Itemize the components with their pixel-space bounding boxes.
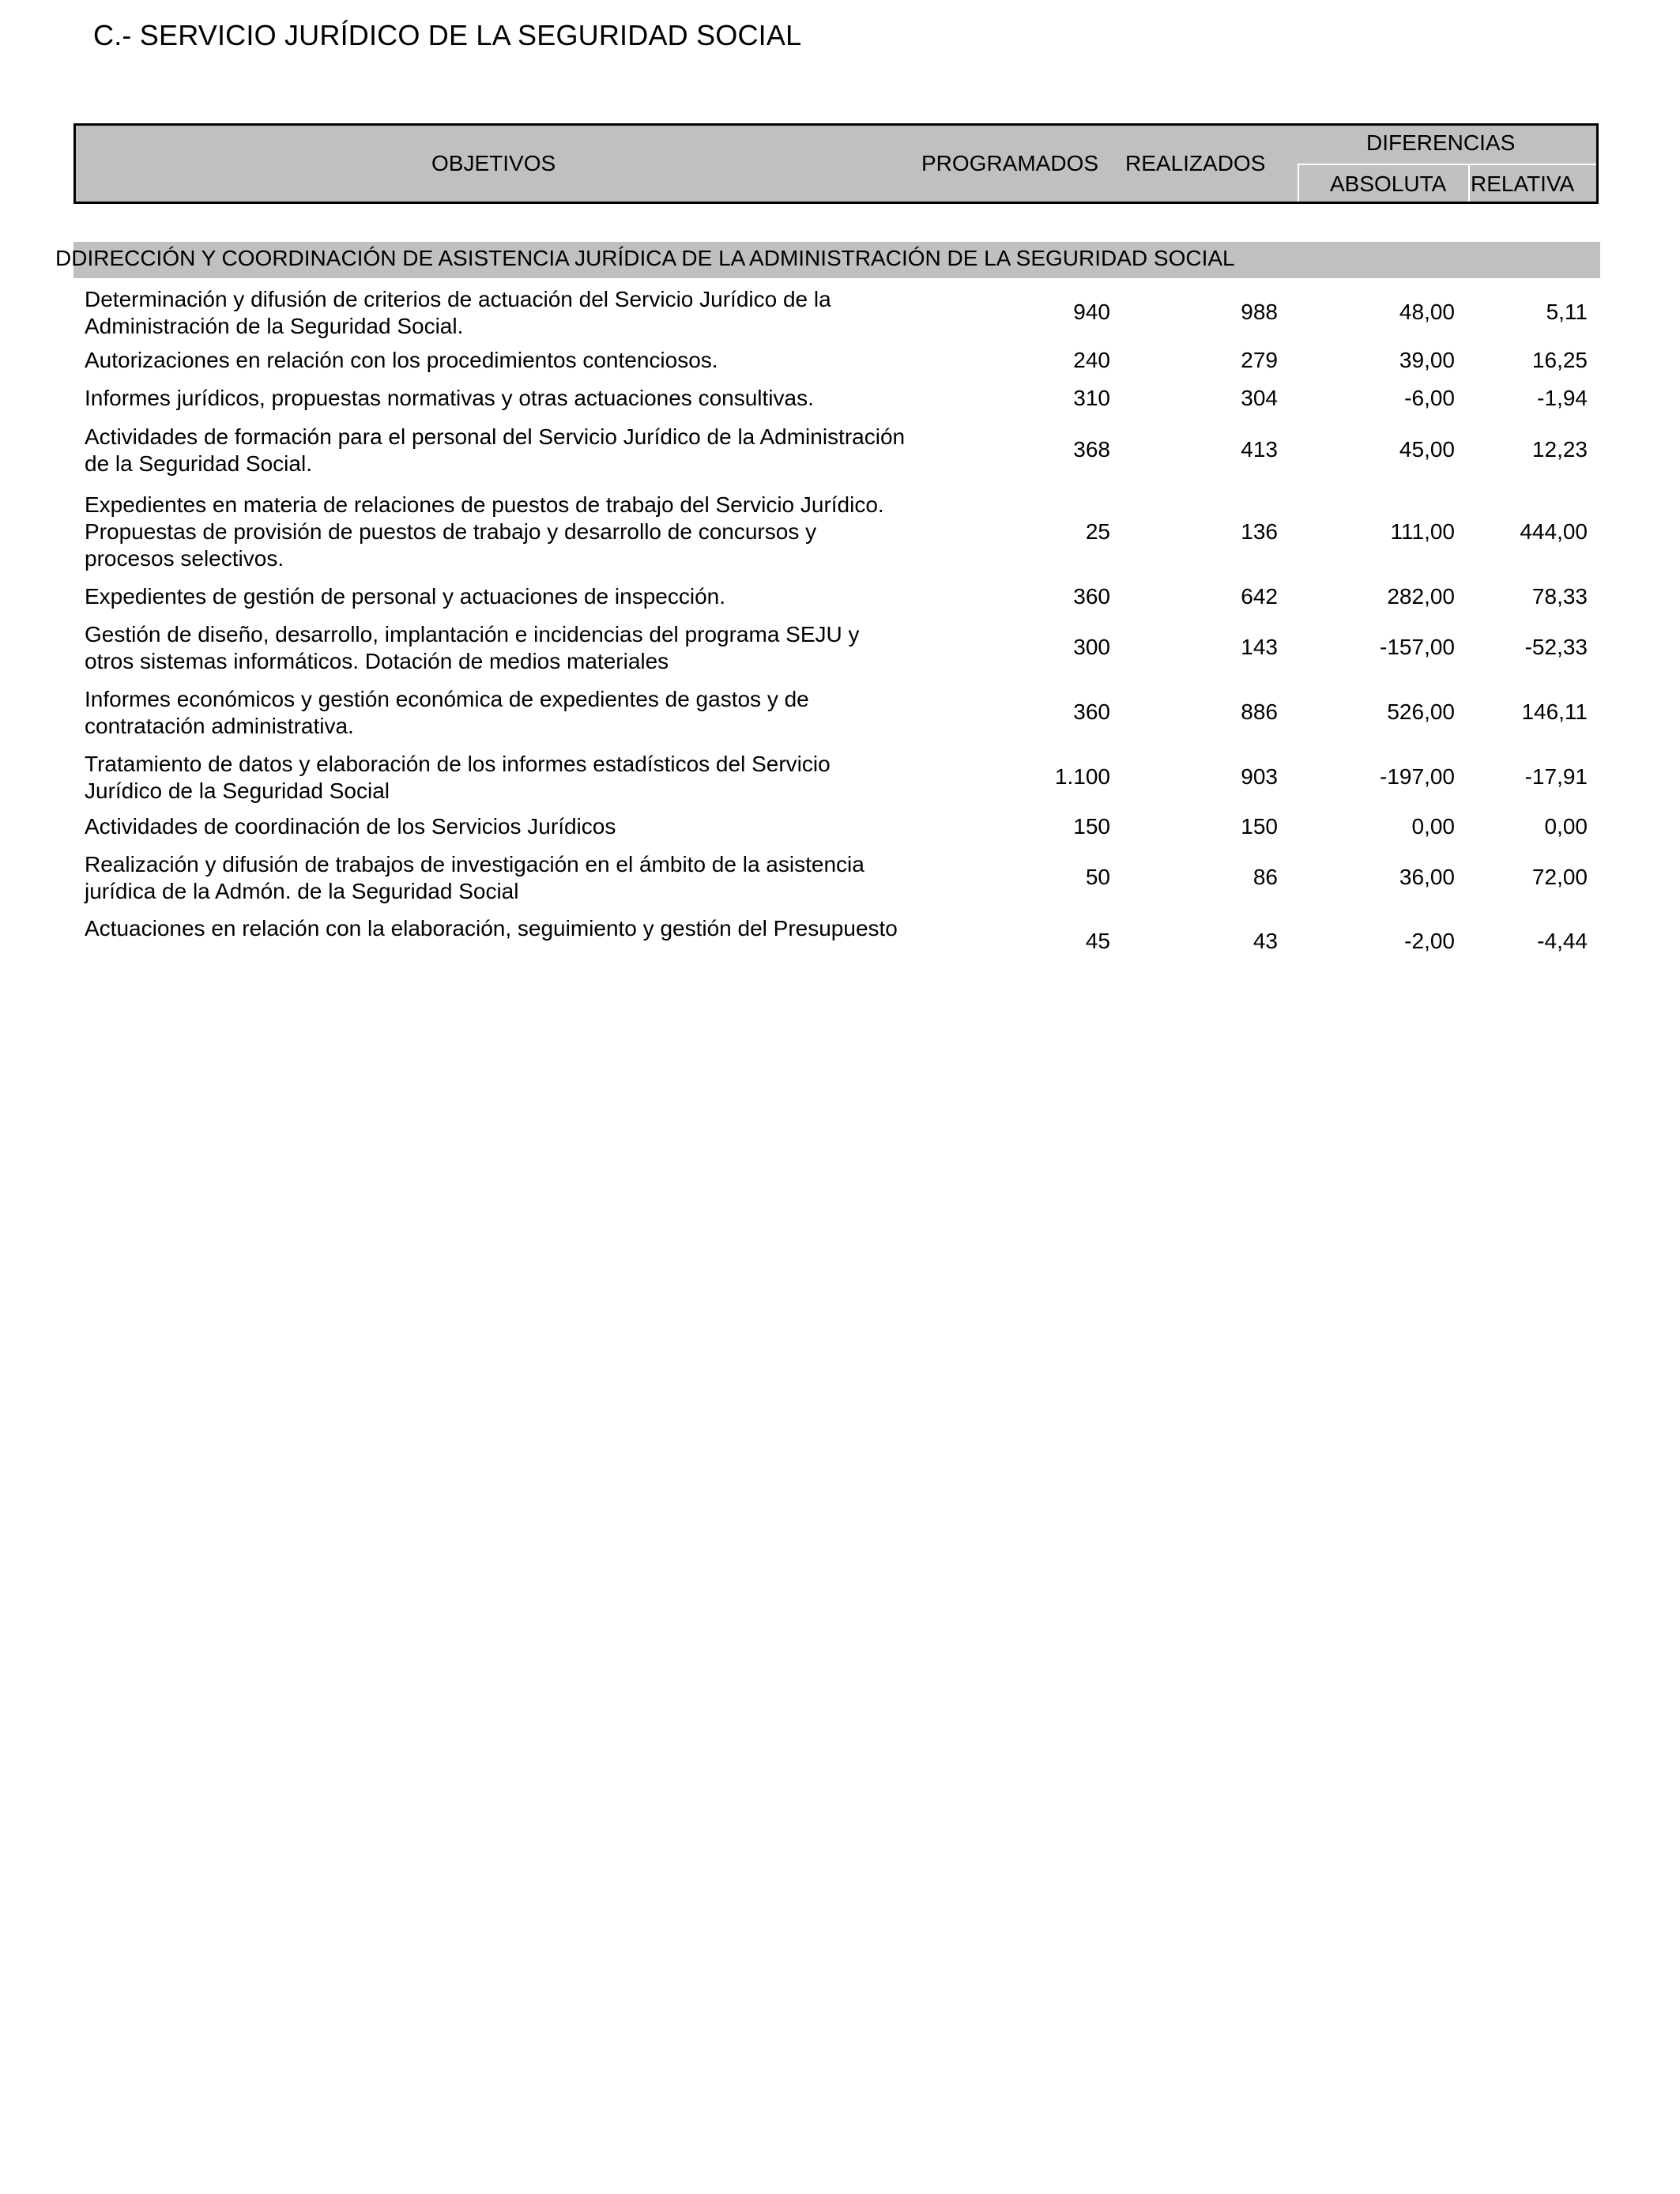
row-realizados: 86 (1252, 865, 1278, 889)
section-title: DDIRECCIÓN Y COORDINACIÓN DE ASISTENCIA JURÍDICA DE LA ADMINISTRACIÓN DE LA SEGURIDAD SOCIAL (55, 246, 1235, 270)
header-objetivos: OBJETIVOS (431, 151, 556, 175)
row-relativa: 12,23 (1531, 437, 1588, 462)
row-programados: 300 (1073, 635, 1110, 659)
header-divider (1468, 164, 1470, 202)
row-programados: 150 (1073, 814, 1110, 839)
row-relativa: 78,33 (1531, 584, 1588, 609)
row-realizados: 886 (1241, 699, 1278, 724)
row-programados: 1.100 (1054, 764, 1110, 789)
row-relativa: 5,11 (1546, 300, 1588, 324)
row-relativa: -17,91 (1524, 764, 1588, 789)
row-relativa: 146,11 (1521, 699, 1588, 724)
row-absoluta: -197,00 (1380, 764, 1455, 789)
row-objetivo: Expedientes de gestión de personal y actuaciones de inspección. (85, 584, 725, 609)
row-programados: 360 (1073, 584, 1110, 609)
row-programados: 360 (1073, 699, 1110, 724)
row-absoluta: 45,00 (1399, 437, 1455, 462)
row-objetivo: Actividades de coordinación de los Servicios Jurídicos (85, 814, 616, 839)
row-relativa: -1,94 (1537, 386, 1588, 410)
row-relativa: 444,00 (1520, 519, 1588, 544)
row-programados: 45 (1085, 929, 1110, 953)
header-programados: PROGRAMADOS (921, 151, 1099, 175)
row-absoluta: 111,00 (1390, 519, 1455, 544)
row-programados: 940 (1073, 300, 1110, 324)
row-objetivo: Expedientes en materia de relaciones de puestos de trabajo del Servicio Jurídico. Propuestas de provisión de puestos de trabajo y desarrollo de concursos y procesos selectivos. (85, 492, 884, 571)
row-realizados: 903 (1241, 764, 1278, 789)
row-absoluta: 0,00 (1411, 814, 1455, 839)
row-realizados: 150 (1241, 814, 1278, 839)
row-objetivo: Determinación y difusión de criterios de actuación del Servicio Jurídico de la Administración de la Seguridad Social. (85, 287, 831, 338)
row-relativa: 0,00 (1544, 814, 1588, 839)
row-absoluta: 48,00 (1399, 300, 1455, 324)
header-divider (1298, 164, 1596, 165)
row-objetivo: Gestión de diseño, desarrollo, implantación e incidencias del programa SEJU y otros sistemas informáticos. Dotación de medios materiales (85, 622, 860, 673)
row-realizados: 413 (1241, 437, 1278, 462)
row-realizados: 304 (1241, 386, 1278, 410)
header-diferencias: DIFERENCIAS (1366, 130, 1516, 155)
row-objetivo: Informes jurídicos, propuestas normativas y otras actuaciones consultivas. (85, 386, 814, 410)
row-absoluta: 39,00 (1399, 348, 1455, 372)
row-absoluta: 526,00 (1387, 699, 1455, 724)
header-absoluta: ABSOLUTA (1330, 172, 1447, 196)
row-relativa: 72,00 (1531, 865, 1588, 889)
page-title: C.- SERVICIO JURÍDICO DE LA SEGURIDAD SOCIAL (93, 19, 802, 51)
row-realizados: 642 (1241, 584, 1278, 609)
header-relativa: RELATIVA (1471, 172, 1575, 196)
row-objetivo: Autorizaciones en relación con los procedimientos contenciosos. (85, 348, 718, 372)
row-programados: 368 (1073, 437, 1110, 462)
row-absoluta: -157,00 (1380, 635, 1455, 659)
row-realizados: 136 (1241, 519, 1278, 544)
row-objetivo: Informes económicos y gestión económica de expedientes de gastos y de contratación administrativa. (85, 687, 809, 738)
row-programados: 240 (1073, 348, 1110, 372)
row-absoluta: 36,00 (1399, 865, 1455, 889)
row-programados: 25 (1085, 519, 1110, 544)
row-relativa: 16,25 (1531, 348, 1588, 372)
row-objetivo: Realización y difusión de trabajos de investigación en el ámbito de la asistencia jurídica de la Admón. de la Seguridad Social (85, 852, 864, 903)
row-absoluta: 282,00 (1387, 584, 1455, 609)
header-divider (1298, 164, 1299, 202)
row-objetivo: Actividades de formación para el personal del Servicio Jurídico de la Administración de la Seguridad Social. (85, 424, 906, 476)
row-realizados: 279 (1241, 348, 1278, 372)
row-realizados: 988 (1241, 300, 1278, 324)
row-realizados: 43 (1252, 929, 1278, 953)
header-realizados: REALIZADOS (1125, 151, 1266, 175)
row-objetivo: Tratamiento de datos y elaboración de los informes estadísticos del Servicio Jurídico de la Seguridad Social (85, 752, 831, 803)
row-realizados: 143 (1241, 635, 1278, 659)
row-programados: 310 (1073, 386, 1110, 410)
row-absoluta: -2,00 (1404, 929, 1455, 953)
row-relativa: -52,33 (1524, 635, 1588, 659)
row-programados: 50 (1085, 865, 1110, 889)
row-relativa: -4,44 (1537, 929, 1588, 953)
row-objetivo: Actuaciones en relación con la elaboración, seguimiento y gestión del Presupuesto (85, 916, 898, 941)
table-header (73, 123, 1599, 204)
row-absoluta: -6,00 (1404, 386, 1455, 410)
